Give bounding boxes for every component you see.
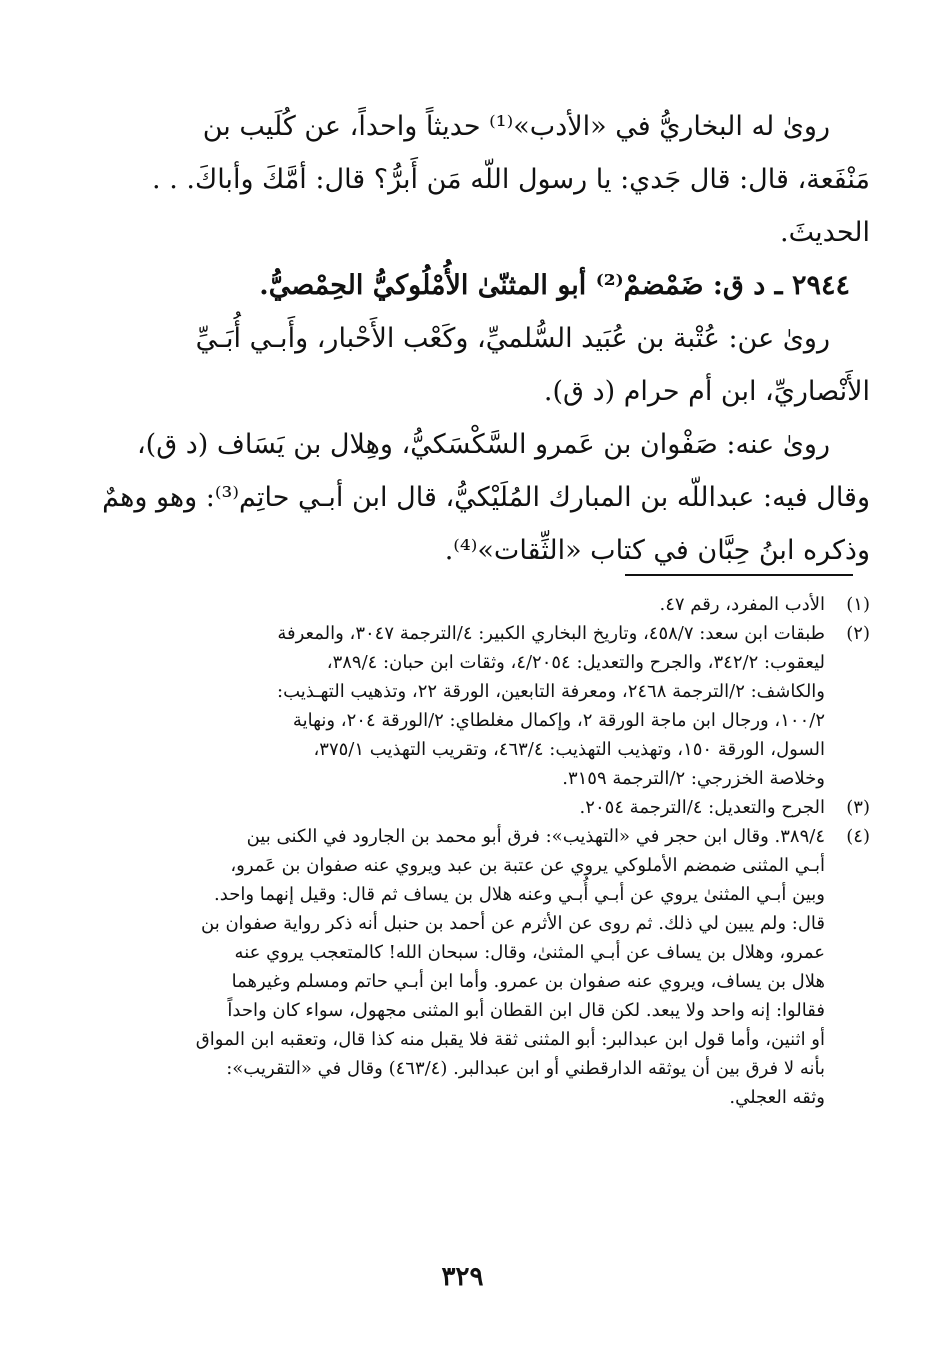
entry-heading (160, 259, 870, 312)
paragraph-rawa-an (160, 312, 870, 418)
footnote-3 (150, 793, 870, 822)
entry-number: ٢٩٤٤ (791, 270, 850, 301)
page-number: ٣٢٩ (441, 1262, 484, 1292)
footnote-line: وخلاصة الخزرجي: ٢/الترجمة ٣١٥٩. (562, 768, 825, 789)
footnote-line: الجرح والتعديل: ٤/الترجمة ٢٠٥٤. (579, 797, 825, 818)
text-line: الحديثَ. (780, 217, 870, 248)
footnote-marker: (١) (846, 594, 870, 615)
text-line: رویٰ عنه: صَفْوان بن عَمرو السَّكْسَكيُّ، وهِلال بن يَسَاف (د ق)، (136, 429, 830, 460)
text-line: رویٰ عن: عُتْبة بن عُبَيد السُّلميِّ، وكَعْب الأَحْبار، وأَبـي أُبَـيِّ (195, 323, 830, 354)
paragraph-rawa-anhu (102, 418, 870, 577)
footnote-line: أو اثنين، وأما قول ابن عبدالبر: أبو المثنى ثقة فلا يقبل منه كذا قال، وتعقبه ابن المواق (195, 1029, 825, 1050)
paragraph-riwaya-lahu (152, 100, 870, 259)
text-line: وذكره ابنُ حِبَّان في كتاب «الثِّقات»⁽⁴⁾. (444, 535, 870, 566)
text-line: مَنْفَعة، قال: قال جَدي: يا رسول اللّه مَن أَبرُّ؟ قال: أمَّكَ وأباكَ. . . (152, 164, 870, 195)
footnote-1 (150, 590, 870, 619)
footnote-line: السول، الورقة ١٥٠، وتهذيب التهذيب: ٤٦٣/٤، وتقريب التهذيب ٣٧٥/١، (313, 739, 825, 760)
entry-title: ـ د ق: ضَمْضمْ⁽²⁾ أبو المثنّىٰ الأُمْلُوكيُّ الحِمْصيُّ. (259, 270, 783, 301)
footnotes (150, 590, 870, 1112)
footnote-2 (150, 619, 870, 793)
footnote-line: وبين أبـي المثنىٰ يروي عن أبـي أُبـي وعنه هلال بن يساف ثم قال: وقيل إنهما واحد. (214, 884, 825, 905)
footnote-line: هلال بن يساف، ويروي عنه صفوان بن عمرو. وأما ابن أبـي حاتم ومسلم وغيرهما (231, 971, 825, 992)
footnote-line: عمرو، وهلال بن يساف عن أبـي المثنىٰ، وقال: سبحان الله! كالمتعجب يروي عنه (234, 942, 825, 963)
footnote-line: وثقه العجلي. (729, 1087, 825, 1108)
footnote-marker: (٢) (846, 623, 870, 644)
footnote-line: فقالوا: إنه واحد ولا يبعد. لكن قال ابن القطان أبو المثنى مجهول، سواء كان واحداً (227, 1000, 825, 1021)
footnote-line: بأنه لا فرق بين أن يوثقه الدارقطني أو ابن عبدالبر. (٤٦٣/٤) وقال في «التقريب»: (226, 1058, 825, 1079)
footnote-marker: (٤) (846, 826, 870, 847)
footnote-line: ٣٨٩/٤. وقال ابن حجر في «التهذيب»: فرق أبو محمد بن الجارود في الكنى بين (246, 826, 825, 847)
footnote-marker: (٣) (846, 797, 870, 818)
text-line: رویٰ له البخاريُّ في «الأدب»⁽¹⁾ حديثاً واحداً، عن كُلَيب بن (202, 111, 830, 142)
footnote-line: طبقات ابن سعد: ٤٥٨/٧، وتاريخ البخاري الكبير: ٤/الترجمة ٣٠٤٧، والمعرفة (277, 623, 825, 644)
footnote-line: والكاشف: ٢/الترجمة ٢٤٦٨، ومعرفة التابعين، الورقة ٢٢، وتذهيب التهـذيب: (277, 681, 825, 702)
footnote-4 (150, 822, 870, 1112)
text-line: الأَنْصاريِّ، ابن أم حرام (د ق). (543, 376, 870, 407)
footnote-line: الأدب المفرد، رقم ٤٧. (659, 594, 825, 615)
footnote-line: ١٠٠/٢، ورجال ابن ماجة الورقة ٢، وإكمال مغلطاي: ٢/الورقة ٢٠٤، ونهاية (292, 710, 825, 731)
footnote-line: أبـي المثنى ضمضم الأملوكي يروي عن عتبة بن عبد ويروي عنه صفوان بن عَمرو، (230, 855, 825, 876)
footnote-line: قال: ولم يبين لي ذلك. ثم روى عن الأثرم عن أحمد بن حنبل أنه ذكر رواية صفوان بن (201, 913, 825, 934)
footnote-line: ليعقوب: ٣٤٢/٢، والجرح والتعديل: ٤/٢٠٥٤، وثقات ابن حبان: ٣٨٩/٤، (326, 652, 825, 673)
main-text (102, 100, 870, 577)
text-line: وقال فيه: عبداللّه بن المبارك المُلَيْكيُّ، قال ابن أبـي حاتِم⁽³⁾: وهو وهمٌ (102, 482, 870, 513)
footnote-divider (625, 574, 853, 576)
